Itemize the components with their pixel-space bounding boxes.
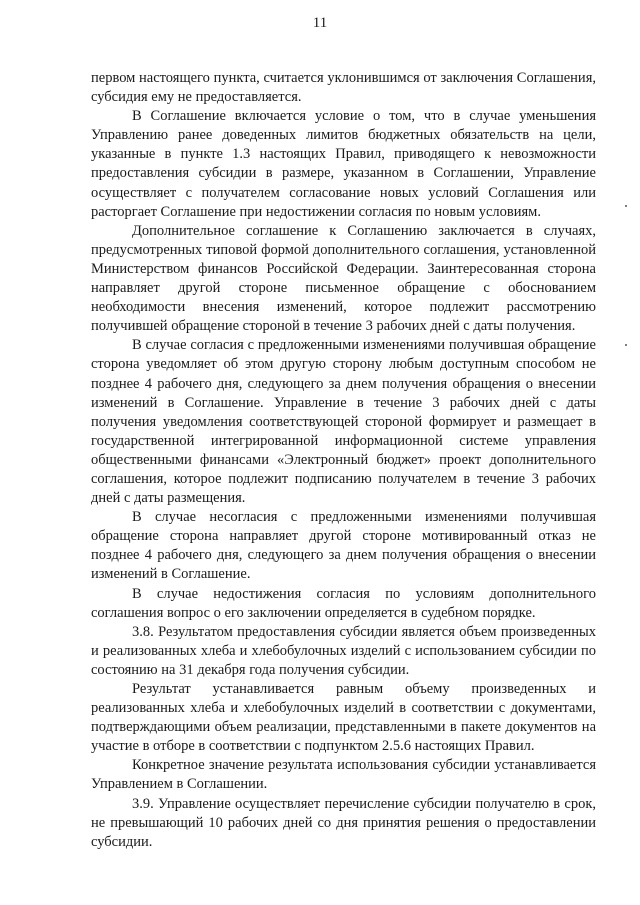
paragraph: Дополнительное соглашение к Соглашению заключается в случаях, предусмотренных типовой формой дополнительного соглашения, установленной Министерством финансов Российской Федерации. Заинтересованная сторона направляет другой стороне письменное обращение с обоснованием необходимости внесения изменений, которое подлежит рассмотрению получившей обращение стороной в течение 3 рабочих дней с даты получения. [91,222,596,335]
paragraph: В случае недостижения согласия по условиям дополнительного соглашения вопрос о его заключении определяется в судебном порядке. [91,585,596,621]
paragraph: первом настоящего пункта, считается уклонившимся от заключения Соглашения, субсидия ему не предоставляется. [91,70,596,106]
paragraph: В Соглашение включается условие о том, что в случае уменьшения Управлению ранее доведенных лимитов бюджетных обязательств на цели, указанные в пункте 1.3 настоящих Правил, приводящего к невозможности предоставления субсидии в размере, указанном в Соглашении, Управление осуществляет с получателем согласование новых условий Соглашения или расторгает Соглашение при недостижении согласия по новым условиям. [91,108,596,220]
paragraph: 3.9. Управление осуществляет перечисление субсидии получателю в срок, не превышающий 10 рабочих дней со дня принятия решения о предоставлении субсидии. [91,795,596,850]
document-body [91,69,596,852]
paragraph: В случае несогласия с предложенными изменениями получившая обращение сторона направляет другой стороне мотивированный отказ не позднее 4 рабочего дня, следующего за днем получения обращения о внесении изменений в Соглашение. [91,509,596,583]
paragraph: 3.8. Результатом предоставления субсидии является объем произведенных и реализованных хлеба и хлебобулочных изделий с использованием субсидии по состоянию на 31 декабря года получения субсидии. [91,623,596,678]
paragraph: Конкретное значение результата использования субсидии устанавливается Управлением в Соглашении. [91,757,596,793]
scan-mark [625,344,627,346]
paragraph: В случае согласия с предложенными изменениями получившая обращение сторона уведомляет об этом другую сторону любым доступным способом не позднее 4 рабочего дня, следующего за днем получения обращения о внесении изменений в Соглашение. Управление в течение 3 рабочих дней с даты получения уведомления соответствующей стороной формирует и размещает в государственной интегрированной информационной системе управления общественными финансами «Электронный бюджет» проект дополнительного соглашения, которое подлежит подписанию получателем в течение 3 рабочих дней с даты размещения. [91,337,596,507]
paragraph: Результат устанавливается равным объему произведенных и реализованных хлеба и хлебобулочных изделий в соответствии с документами, подтверждающими объем реализации, представленными в пакете документов на участие в отборе в соответствии с подпунктом 2.5.6 настоящих Правил. [91,681,596,755]
scan-mark [625,205,627,207]
page-number: 11 [312,15,328,31]
